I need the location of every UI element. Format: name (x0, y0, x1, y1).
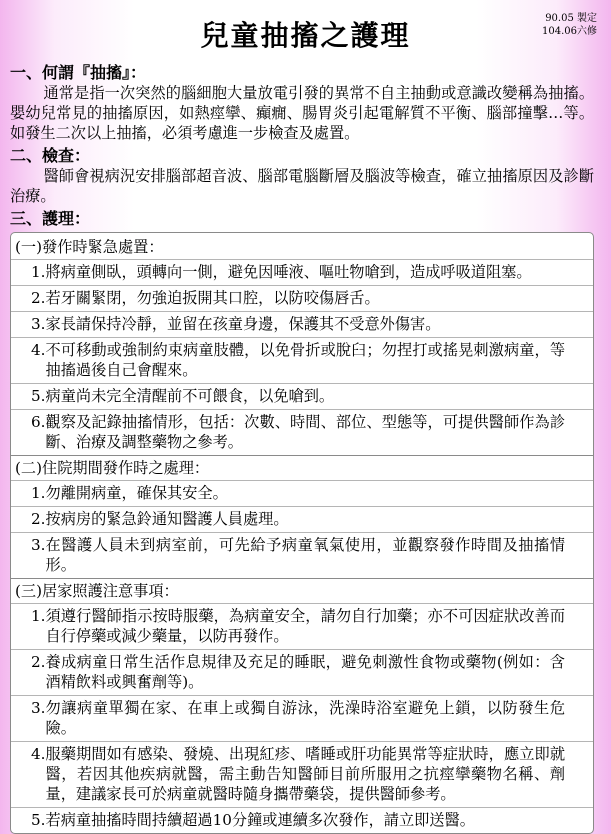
list-item: 4. 服藥期間如有感染、發燒、出現紅疹、嗜睡或肝功能異常等症狀時，應立即就醫，若因其他疾病就醫，需主動告知醫師目前所服用之抗痙攣藥物名稱、劑量，建議家長可於病童就醫時隨身攜帶藥袋，提供醫師參考。 (11, 741, 593, 807)
care-group-emergency (10, 232, 594, 834)
revision-updated: 104.06六修 (542, 26, 597, 37)
list-item: 3. 勿讓病童單獨在家、在車上或獨自游泳，洗澡時浴室避免上鎖，以防發生危險。 (11, 695, 593, 741)
list-item: 3. 在醫護人員未到病室前，可先給予病童氧氣使用，並觀察發作時間及抽搐情形。 (11, 532, 593, 578)
section-heading-nursing: 三、護理： (10, 209, 91, 228)
list-item: 2. 養成病童日常生活作息規律及充足的睡眠，避免刺激性食物或藥物(例如：含酒精飲料或興奮劑等)。 (11, 649, 593, 695)
group-title: (三)居家照護注意事項： (11, 578, 593, 603)
list-item: 5. 若病童抽搐時間持續超過10分鐘或連續多次發作，請立即送醫。 (11, 807, 593, 833)
section-text-definition: 通常是指一次突然的腦細胞大量放電引發的異常不自主抽動或意識改變稱為抽搐。嬰幼兒常見的抽搐原因，如熱痙攣、癲癇、腸胃炎引起電解質不平衡、腦部撞擊…等。如發生二次以上抽搐，必須考慮進一步檢查及處置。 (10, 84, 594, 142)
list-item: 2. 按病房的緊急鈴通知醫護人員處理。 (11, 506, 593, 532)
group-title: (二)住院期間發作時之處理： (11, 455, 593, 480)
list-item: 5. 病童尚未完全清醒前不可餵食，以免嗆到。 (11, 383, 593, 409)
list-item: 6. 觀察及記錄抽搐情形，包括：次數、時間、部位、型態等，可提供醫師作為診斷、治療及調整藥物之參考。 (11, 409, 593, 455)
revision-created: 90.05 製定 (545, 13, 597, 24)
list-item: 1. 將病童側臥，頭轉向一側，避免因唾液、嘔吐物嗆到，造成呼吸道阻塞。 (11, 259, 593, 285)
list-item: 3. 家長請保持冷靜，並留在孩童身邊，保護其不受意外傷害。 (11, 311, 593, 337)
document-body (10, 60, 594, 834)
revision-note (542, 12, 597, 38)
list-item: 4. 不可移動或強制約束病童肢體，以免骨折或脫臼；勿捏打或搖晃刺激病童，等抽搐過後自己會醒來。 (11, 337, 593, 383)
group-title: (一)發作時緊急處置： (15, 238, 164, 256)
section-heading-definition: 一、何謂『抽搐』： (10, 63, 147, 82)
list-item: 1. 勿離開病童，確保其安全。 (11, 480, 593, 506)
section-text-examination: 醫師會視病況安排腦部超音波、腦部電腦斷層及腦波等檢查，確立抽搐原因及診斷治療。 (10, 167, 594, 205)
page-title: 兒童抽搐之護理 (200, 19, 411, 52)
list-item: 1. 須遵行醫師指示按時服藥，為病童安全，請勿自行加藥；亦不可因症狀改善而自行停藥或減少藥量，以防再發作。 (11, 603, 593, 649)
section-heading-examination: 二、檢查： (10, 146, 91, 165)
list-item: 2. 若牙關緊閉，勿強迫扳開其口腔，以防咬傷唇舌。 (11, 285, 593, 311)
